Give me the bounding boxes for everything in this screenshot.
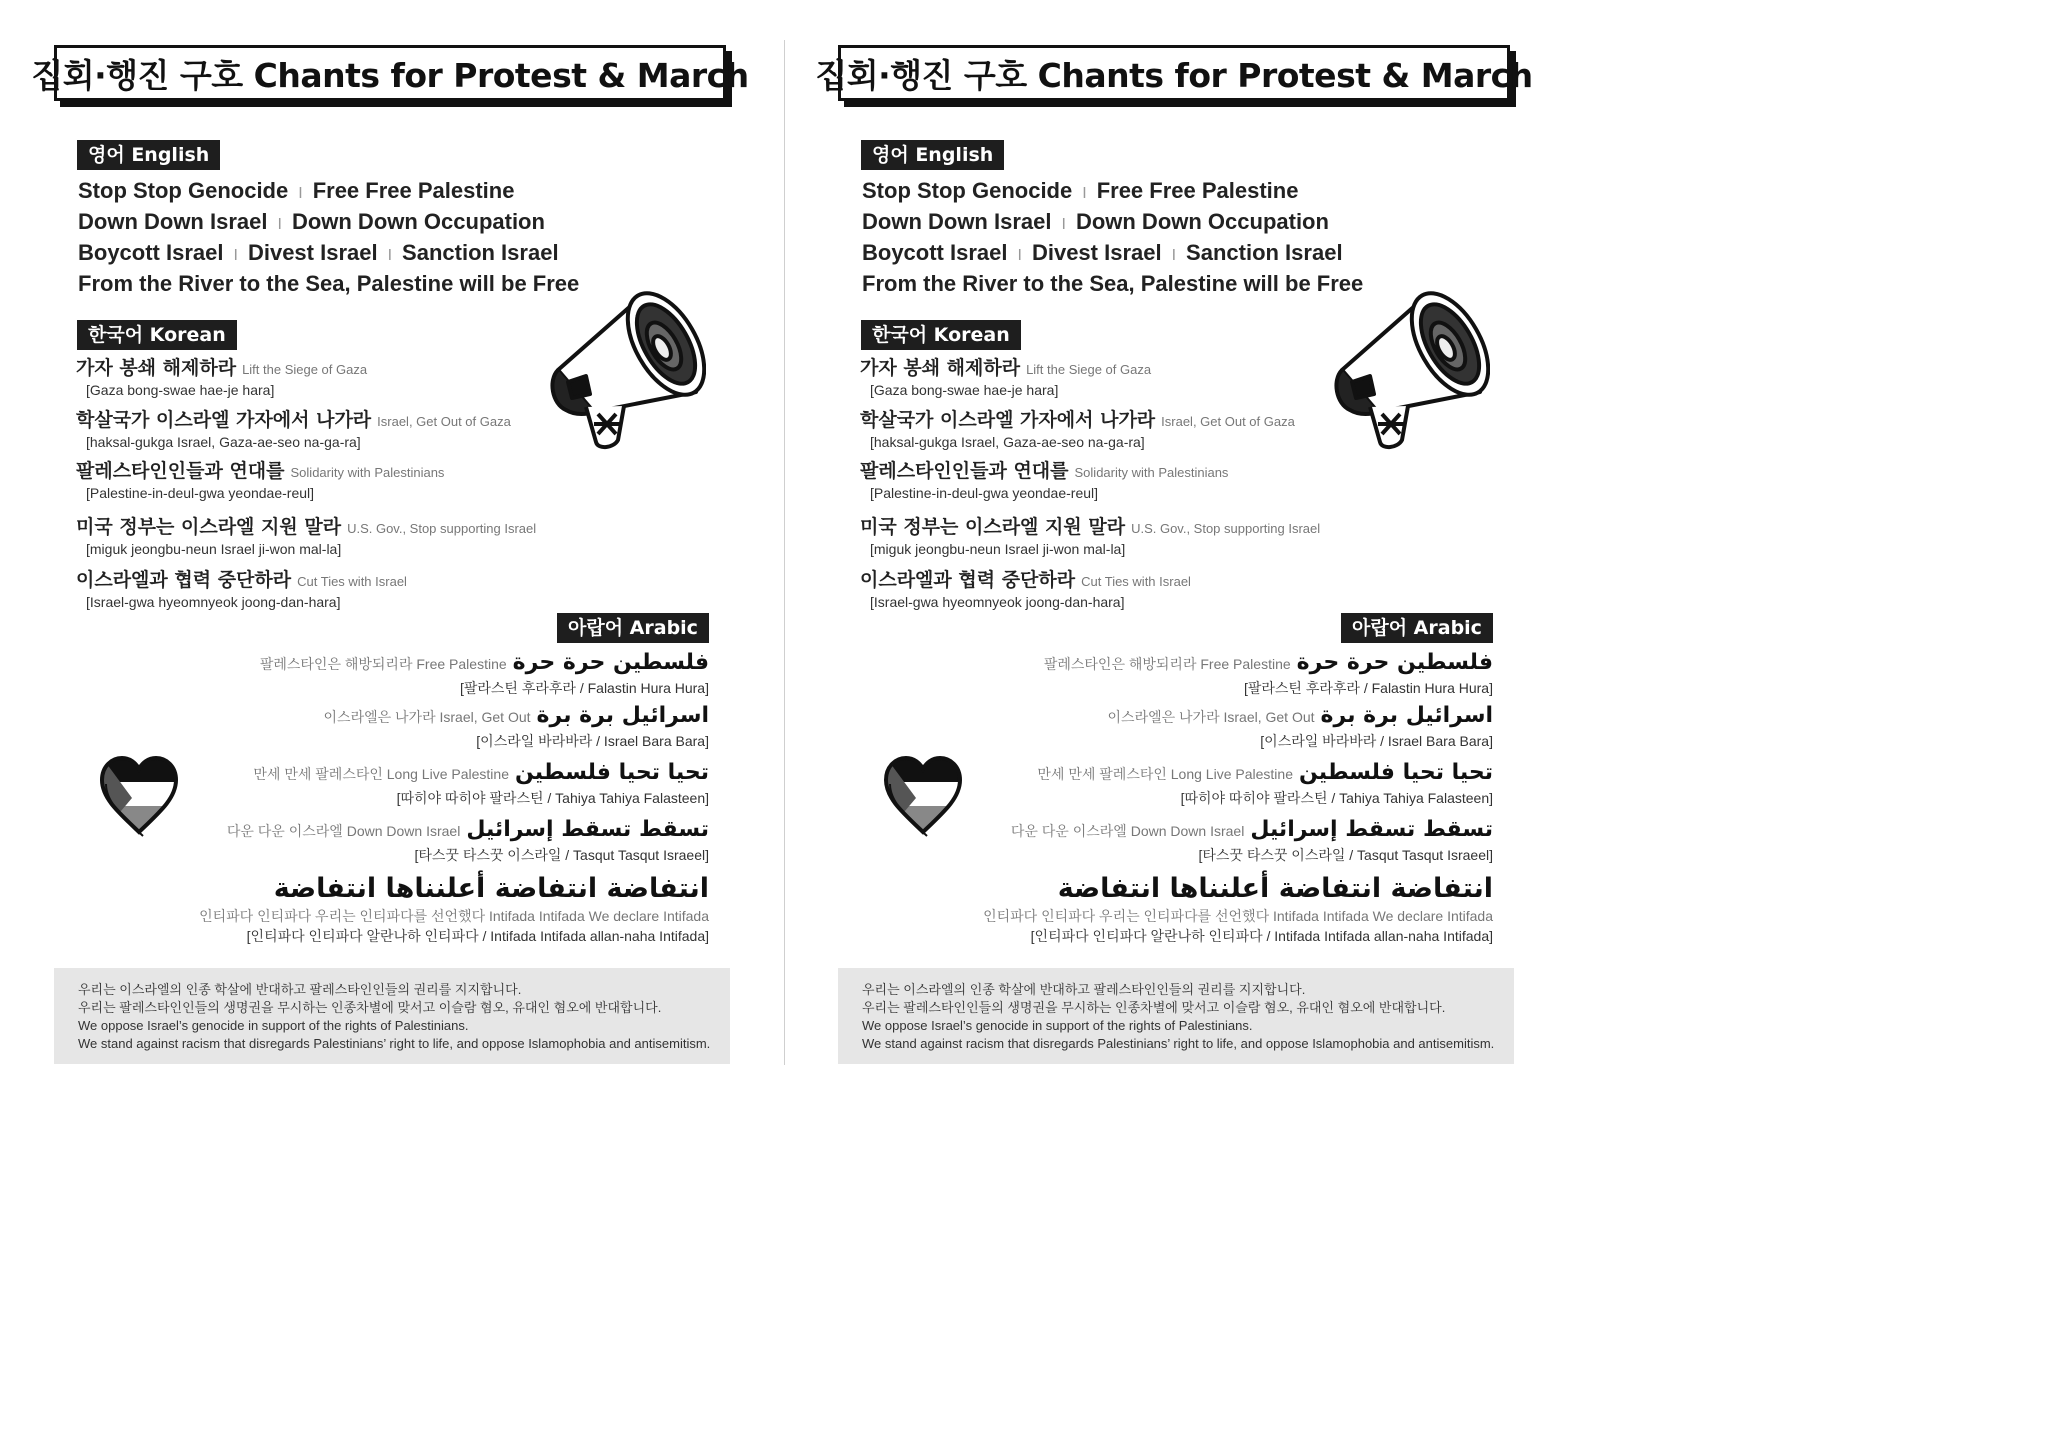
chant-translation: 이스라엘은 나가라 Israel, Get Out <box>1107 709 1315 725</box>
chant-arabic: اسرائيل برة برة <box>536 703 709 728</box>
chant-korean: 가자 봉쇄 해제하라 <box>860 357 1021 379</box>
chant-romanization: [miguk jeongbu-neun Israel ji-won mal-la] <box>870 541 1126 557</box>
chant-text: Free Free Palestine <box>1096 178 1299 203</box>
chant-translation: 다운 다운 이스라엘 Down Down Israel <box>226 823 461 839</box>
english-line <box>78 269 579 299</box>
chant-text: From the River to the Sea, Palestine will be Free <box>78 271 580 296</box>
separator: I <box>1171 247 1177 264</box>
english-line <box>862 207 1329 237</box>
section-label-english: 영어 English <box>861 140 1004 170</box>
chant-romanization: [타스꿋 타스꿋 이스라일 / Tasqut Tasqut Israeel] <box>414 847 709 863</box>
separator: I <box>233 247 238 264</box>
chant-arabic: تحيا تحيا فلسطين <box>1298 760 1493 785</box>
chant-translation: Cut Ties with Israel <box>1081 574 1191 589</box>
korean-chant <box>860 356 1151 400</box>
separator: I <box>277 216 282 233</box>
chant-text: Sanction Israel <box>402 240 559 265</box>
arabic-chant <box>1044 648 1493 698</box>
chant-translation: U.S. Gov., Stop supporting Israel <box>1131 521 1321 536</box>
chant-translation: Solidarity with Palestinians <box>290 465 445 480</box>
korean-chant <box>76 515 536 559</box>
separator: I <box>1017 247 1022 264</box>
chant-romanization: [haksal-gukga Israel, Gaza-ae-seo na-ga-ra] <box>86 434 361 450</box>
korean-chant <box>860 515 1320 559</box>
chant-arabic: تسقط تسقط إسرائيل <box>1250 817 1493 842</box>
chant-translation: 팔레스타인은 해방되리라 Free Palestine <box>259 656 507 672</box>
chant-romanization: [Gaza bong-swae hae-je hara] <box>870 382 1059 398</box>
chant-translation: Solidarity with Palestinians <box>1074 465 1229 480</box>
chant-arabic: تسقط تسقط إسرائيل <box>466 817 709 842</box>
chant-korean: 미국 정부는 이스라엘 지원 말라 <box>860 516 1126 538</box>
chant-text: Divest Israel <box>247 240 378 265</box>
chant-romanization: [타스꿋 타스꿋 이스라일 / Tasqut Tasqut Israeel] <box>1198 847 1493 863</box>
chant-translation: 이스라엘은 나가라 Israel, Get Out <box>323 709 531 725</box>
chant-arabic: اسرائيل برة برة <box>1320 703 1493 728</box>
footer-line: We stand against racism that disregards Palestinians’ right to life, and oppose Islamophobia and antisemitism. <box>78 1036 711 1051</box>
chant-text: Boycott Israel <box>862 240 1008 265</box>
chant-korean: 팔레스타인인들과 연대를 <box>76 460 285 482</box>
chant-translation: Israel, Get Out of Gaza <box>1161 414 1295 429</box>
chant-text: Down Down Israel <box>78 209 268 234</box>
korean-chant <box>860 408 1295 452</box>
separator: I <box>387 247 393 264</box>
footer-line: 우리는 팔레스타인인들의 생명권을 무시하는 인종차별에 맞서고 이슬람 혐오, 유대인 혐오에 반대합니다. <box>78 1000 662 1015</box>
chant-arabic: تحيا تحيا فلسطين <box>514 760 709 785</box>
english-line <box>862 269 1363 299</box>
chant-text: Down Down Israel <box>862 209 1052 234</box>
arabic-chant <box>260 648 709 698</box>
arabic-chant <box>227 815 709 865</box>
korean-chant <box>76 356 367 400</box>
chant-romanization: [miguk jeongbu-neun Israel ji-won mal-la] <box>86 541 342 557</box>
english-line <box>78 176 514 206</box>
page-title: 집회·행진 구호 Chants for Protest & March <box>815 55 1533 95</box>
flyer-page-left <box>0 0 784 1110</box>
chant-romanization: [Israel-gwa hyeomnyeok joong-dan-hara] <box>86 594 341 610</box>
chant-text: Stop Stop Genocide <box>862 178 1073 203</box>
chant-korean: 가자 봉쇄 해제하라 <box>76 357 237 379</box>
arabic-chant <box>1108 701 1493 751</box>
section-label-korean: 한국어 Korean <box>77 320 237 350</box>
chant-romanization: [haksal-gukga Israel, Gaza-ae-seo na-ga-ra] <box>870 434 1145 450</box>
footer-statement <box>54 968 730 1064</box>
section-label-arabic: 아랍어 Arabic <box>1341 613 1493 643</box>
footer-line: 우리는 이스라엘의 인종 학살에 반대하고 팔레스타인인들의 권리를 지지합니다. <box>862 982 1306 997</box>
chant-romanization: [Gaza bong-swae hae-je hara] <box>86 382 275 398</box>
arabic-chant <box>324 701 709 751</box>
chant-romanization: [이스라일 바라바라 / Israel Bara Bara] <box>476 733 709 749</box>
english-line <box>862 176 1298 206</box>
separator: I <box>1082 185 1087 202</box>
chant-arabic: فلسطين حرة حرة <box>512 650 709 675</box>
korean-chant <box>76 568 407 612</box>
footer-line: 우리는 이스라엘의 인종 학살에 반대하고 팔레스타인인들의 권리를 지지합니다. <box>78 982 522 997</box>
arabic-chant <box>253 758 709 808</box>
chant-korean: 이스라엘과 협력 중단하라 <box>860 569 1076 591</box>
chant-romanization: [이스라일 바라바라 / Israel Bara Bara] <box>1260 733 1493 749</box>
korean-chant <box>76 459 444 503</box>
separator: I <box>298 185 303 202</box>
chant-korean: 학살국가 이스라엘 가자에서 나가라 <box>860 409 1156 431</box>
intifada-chant <box>983 872 1493 946</box>
chant-translation: 팔레스타인은 해방되리라 Free Palestine <box>1043 656 1291 672</box>
chant-romanization: [Palestine-in-deul-gwa yeondae-reul] <box>86 485 315 501</box>
chant-romanization: [팔라스틴 후라후라 / Falastin Hura Hura] <box>1243 680 1493 696</box>
intifada-chant <box>199 872 709 946</box>
chant-text: Stop Stop Genocide <box>78 178 289 203</box>
chant-translation: 만세 만세 팔레스타인 Long Live Palestine <box>1037 766 1293 782</box>
chant-translation: U.S. Gov., Stop supporting Israel <box>347 521 537 536</box>
chant-text: Sanction Israel <box>1186 240 1343 265</box>
chant-translation: Lift the Siege of Gaza <box>242 362 368 377</box>
footer-line: We oppose Israel’s genocide in support of the rights of Palestinians. <box>78 1018 469 1033</box>
chant-translation: 다운 다운 이스라엘 Down Down Israel <box>1010 823 1245 839</box>
page-title: 집회·행진 구호 Chants for Protest & March <box>31 55 749 95</box>
chant-romanization: [인티파다 인티파다 알란나하 인티파다 / Intifada Intifada allan-naha Intifada] <box>1030 928 1493 944</box>
chant-text: Divest Israel <box>1031 240 1162 265</box>
title-box <box>815 45 1533 101</box>
footer-line: We oppose Israel’s genocide in support of the rights of Palestinians. <box>862 1018 1253 1033</box>
chant-text: Boycott Israel <box>78 240 224 265</box>
footer-statement <box>838 968 1514 1064</box>
chant-arabic: فلسطين حرة حرة <box>1296 650 1493 675</box>
title-box <box>31 45 749 101</box>
flyer-page-right <box>784 0 1568 1110</box>
chant-translation: 인티파다 인티파다 우리는 인티파다를 선언했다 Intifada Intifada We declare Intifada <box>983 908 1493 924</box>
chant-romanization: [Israel-gwa hyeomnyeok joong-dan-hara] <box>870 594 1125 610</box>
chant-translation: Cut Ties with Israel <box>297 574 407 589</box>
chant-romanization: [따히야 따히야 팔라스틴 / Tahiya Tahiya Falasteen] <box>396 790 709 806</box>
english-line <box>862 238 1343 268</box>
footer-line: We stand against racism that disregards Palestinians’ right to life, and oppose Islamophobia and antisemitism. <box>862 1036 1495 1051</box>
section-label-korean: 한국어 Korean <box>861 320 1021 350</box>
chant-romanization: [팔라스틴 후라후라 / Falastin Hura Hura] <box>459 680 709 696</box>
english-line <box>78 207 545 237</box>
korean-chant <box>860 459 1228 503</box>
chant-romanization: [따히야 따히야 팔라스틴 / Tahiya Tahiya Falasteen] <box>1180 790 1493 806</box>
chant-arabic: انتفاضة انتفاضة أعلنناها انتفاضة <box>273 873 709 904</box>
chant-korean: 학살국가 이스라엘 가자에서 나가라 <box>76 409 372 431</box>
arabic-chant <box>1011 815 1493 865</box>
megaphone-icon <box>546 282 706 452</box>
chant-translation: Lift the Siege of Gaza <box>1026 362 1152 377</box>
megaphone-icon <box>1330 282 1490 452</box>
chant-arabic: انتفاضة انتفاضة أعلنناها انتفاضة <box>1057 873 1493 904</box>
arabic-chant <box>1037 758 1493 808</box>
chant-romanization: [Palestine-in-deul-gwa yeondae-reul] <box>870 485 1099 501</box>
chant-korean: 이스라엘과 협력 중단하라 <box>76 569 292 591</box>
chant-text: From the River to the Sea, Palestine will be Free <box>862 271 1364 296</box>
section-label-arabic: 아랍어 Arabic <box>557 613 709 643</box>
section-label-english: 영어 English <box>77 140 220 170</box>
chant-text: Free Free Palestine <box>312 178 515 203</box>
chant-text: Down Down Occupation <box>291 209 545 234</box>
english-line <box>78 238 559 268</box>
korean-chant <box>860 568 1191 612</box>
chant-korean: 팔레스타인인들과 연대를 <box>860 460 1069 482</box>
chant-romanization: [인티파다 인티파다 알란나하 인티파다 / Intifada Intifada allan-naha Intifada] <box>246 928 709 944</box>
chant-translation: 만세 만세 팔레스타인 Long Live Palestine <box>253 766 509 782</box>
chant-text: Down Down Occupation <box>1075 209 1329 234</box>
palestine-flag-heart-icon <box>98 752 180 838</box>
korean-chant <box>76 408 511 452</box>
chant-translation: Israel, Get Out of Gaza <box>377 414 511 429</box>
footer-line: 우리는 팔레스타인인들의 생명권을 무시하는 인종차별에 맞서고 이슬람 혐오, 유대인 혐오에 반대합니다. <box>862 1000 1446 1015</box>
palestine-flag-heart-icon <box>882 752 964 838</box>
chant-korean: 미국 정부는 이스라엘 지원 말라 <box>76 516 342 538</box>
chant-translation: 인티파다 인티파다 우리는 인티파다를 선언했다 Intifada Intifada We declare Intifada <box>199 908 709 924</box>
separator: I <box>1061 216 1066 233</box>
